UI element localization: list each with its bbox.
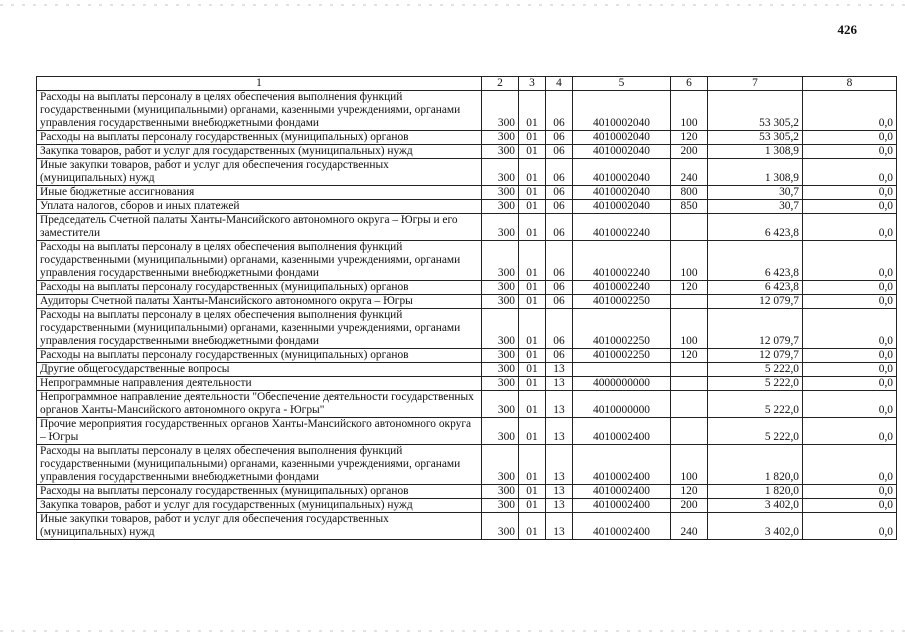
- cell-name: Непрограммные направления деятельности: [37, 377, 482, 391]
- cell-subsection: 13: [546, 499, 573, 513]
- cell-subsection: 13: [546, 485, 573, 499]
- cell-amount-col8: 0,0: [803, 513, 897, 540]
- cell-subsection: 13: [546, 445, 573, 485]
- cell-admin-code: 300: [482, 241, 519, 281]
- cell-expense-type: [671, 391, 708, 418]
- cell-amount: 30,7: [708, 200, 803, 214]
- budget-table: [36, 76, 897, 540]
- cell-amount: 5 222,0: [708, 377, 803, 391]
- scan-noise-bottom: [0, 630, 905, 632]
- cell-section: 01: [519, 309, 546, 349]
- cell-section: 01: [519, 186, 546, 200]
- cell-subsection: 13: [546, 391, 573, 418]
- cell-expense-type: 120: [671, 485, 708, 499]
- cell-section: 01: [519, 145, 546, 159]
- cell-amount-col8: 0,0: [803, 391, 897, 418]
- cell-amount-col8: 0,0: [803, 214, 897, 241]
- cell-target-article: 4010002250: [573, 309, 671, 349]
- cell-admin-code: 300: [482, 295, 519, 309]
- cell-name: Другие общегосударственные вопросы: [37, 363, 482, 377]
- cell-admin-code: 300: [482, 377, 519, 391]
- column-header-6: 6: [671, 77, 708, 91]
- cell-name: Закупка товаров, работ и услуг для государственных (муниципальных) нужд: [37, 499, 482, 513]
- cell-subsection: 13: [546, 418, 573, 445]
- cell-expense-type: 240: [671, 513, 708, 540]
- cell-amount: 1 820,0: [708, 445, 803, 485]
- cell-section: 01: [519, 91, 546, 131]
- table-row: [37, 363, 897, 377]
- cell-name: Расходы на выплаты персоналу государственных (муниципальных) органов: [37, 281, 482, 295]
- column-header-8: 8: [803, 77, 897, 91]
- table-row: [37, 377, 897, 391]
- cell-section: 01: [519, 499, 546, 513]
- column-header-7: 7: [708, 77, 803, 91]
- cell-amount: 5 222,0: [708, 391, 803, 418]
- cell-amount: 12 079,7: [708, 309, 803, 349]
- cell-section: 01: [519, 200, 546, 214]
- cell-amount-col8: 0,0: [803, 200, 897, 214]
- cell-admin-code: 300: [482, 418, 519, 445]
- cell-expense-type: [671, 295, 708, 309]
- header-row: [37, 77, 897, 91]
- cell-section: 01: [519, 159, 546, 186]
- cell-subsection: 06: [546, 145, 573, 159]
- cell-amount: 3 402,0: [708, 513, 803, 540]
- cell-subsection: 06: [546, 295, 573, 309]
- cell-subsection: 06: [546, 131, 573, 145]
- table-body: [37, 91, 897, 540]
- cell-subsection: 06: [546, 159, 573, 186]
- cell-section: 01: [519, 349, 546, 363]
- cell-amount: 1 308,9: [708, 159, 803, 186]
- cell-expense-type: 100: [671, 241, 708, 281]
- cell-amount: 12 079,7: [708, 349, 803, 363]
- cell-amount: 6 423,8: [708, 214, 803, 241]
- cell-name: Иные закупки товаров, работ и услуг для обеспечения государственных (муниципальных) нужд: [37, 159, 482, 186]
- cell-target-article: 4010002400: [573, 513, 671, 540]
- cell-expense-type: 850: [671, 200, 708, 214]
- cell-target-article: 4000000000: [573, 377, 671, 391]
- column-header-4: 4: [546, 77, 573, 91]
- cell-subsection: 06: [546, 214, 573, 241]
- cell-name: Расходы на выплаты персоналу государственных (муниципальных) органов: [37, 131, 482, 145]
- cell-admin-code: 300: [482, 91, 519, 131]
- cell-admin-code: 300: [482, 200, 519, 214]
- cell-amount-col8: 0,0: [803, 309, 897, 349]
- cell-target-article: 4010002040: [573, 91, 671, 131]
- table-row: [37, 309, 897, 349]
- cell-section: 01: [519, 295, 546, 309]
- cell-admin-code: 300: [482, 499, 519, 513]
- cell-section: 01: [519, 281, 546, 295]
- cell-section: 01: [519, 513, 546, 540]
- cell-section: 01: [519, 131, 546, 145]
- table-row: [37, 145, 897, 159]
- cell-amount-col8: 0,0: [803, 418, 897, 445]
- table-row: [37, 159, 897, 186]
- cell-name: Аудиторы Счетной палаты Ханты-Мансийского автономного округа – Югры: [37, 295, 482, 309]
- cell-amount: 6 423,8: [708, 281, 803, 295]
- cell-admin-code: 300: [482, 485, 519, 499]
- scan-noise-top: [0, 4, 905, 6]
- cell-subsection: 06: [546, 349, 573, 363]
- table-row: [37, 349, 897, 363]
- cell-target-article: 4010002040: [573, 159, 671, 186]
- cell-section: 01: [519, 363, 546, 377]
- cell-target-article: 4010002040: [573, 186, 671, 200]
- cell-name: Расходы на выплаты персоналу в целях обеспечения выполнения функций государственными (муниципальными) органами, казенными учреждениями, органами управления государственными внебюджетными фондами: [37, 445, 482, 485]
- cell-expense-type: 120: [671, 281, 708, 295]
- table-row: [37, 445, 897, 485]
- table-header: [37, 77, 897, 91]
- cell-amount: 5 222,0: [708, 363, 803, 377]
- cell-name: Расходы на выплаты персоналу в целях обеспечения выполнения функций государственными (муниципальными) органами, казенными учреждениями, органами управления государственными внебюджетными фондами: [37, 241, 482, 281]
- cell-section: 01: [519, 241, 546, 281]
- cell-admin-code: 300: [482, 363, 519, 377]
- cell-expense-type: 120: [671, 349, 708, 363]
- table-row: [37, 418, 897, 445]
- cell-subsection: 06: [546, 200, 573, 214]
- cell-amount-col8: 0,0: [803, 499, 897, 513]
- cell-admin-code: 300: [482, 513, 519, 540]
- cell-target-article: 4010002040: [573, 145, 671, 159]
- cell-amount-col8: 0,0: [803, 241, 897, 281]
- cell-target-article: 4010002400: [573, 445, 671, 485]
- cell-subsection: 13: [546, 363, 573, 377]
- cell-name: Непрограммное направление деятельности "Обеспечение деятельности государственных органов Ханты-Мансийского автономного округа - Югры": [37, 391, 482, 418]
- cell-admin-code: 300: [482, 214, 519, 241]
- table-row: [37, 485, 897, 499]
- table-row: [37, 391, 897, 418]
- cell-target-article: 4010002040: [573, 131, 671, 145]
- cell-subsection: 13: [546, 513, 573, 540]
- cell-amount: 12 079,7: [708, 295, 803, 309]
- cell-target-article: 4010000000: [573, 391, 671, 418]
- cell-expense-type: 100: [671, 91, 708, 131]
- cell-name: Уплата налогов, сборов и иных платежей: [37, 200, 482, 214]
- cell-amount-col8: 0,0: [803, 186, 897, 200]
- cell-name: Председатель Счетной палаты Ханты-Мансийского автономного округа – Югры и его заместители: [37, 214, 482, 241]
- cell-target-article: 4010002400: [573, 418, 671, 445]
- table-row: [37, 131, 897, 145]
- cell-subsection: 13: [546, 377, 573, 391]
- cell-admin-code: 300: [482, 159, 519, 186]
- cell-admin-code: 300: [482, 145, 519, 159]
- cell-subsection: 06: [546, 91, 573, 131]
- cell-amount-col8: 0,0: [803, 485, 897, 499]
- cell-expense-type: [671, 363, 708, 377]
- column-header-3: 3: [519, 77, 546, 91]
- table-row: [37, 186, 897, 200]
- cell-target-article: 4010002040: [573, 200, 671, 214]
- cell-section: 01: [519, 445, 546, 485]
- cell-target-article: [573, 363, 671, 377]
- table-row: [37, 214, 897, 241]
- page-number: 426: [837, 22, 857, 37]
- cell-target-article: 4010002240: [573, 241, 671, 281]
- cell-amount: 53 305,2: [708, 131, 803, 145]
- cell-section: 01: [519, 418, 546, 445]
- cell-name: Расходы на выплаты персоналу в целях обеспечения выполнения функций государственными (муниципальными) органами, казенными учреждениями, органами управления государственными внебюджетными фондами: [37, 309, 482, 349]
- cell-name: Иные бюджетные ассигнования: [37, 186, 482, 200]
- table-row: [37, 241, 897, 281]
- cell-admin-code: 300: [482, 445, 519, 485]
- cell-amount: 1 820,0: [708, 485, 803, 499]
- cell-section: 01: [519, 377, 546, 391]
- cell-expense-type: 100: [671, 445, 708, 485]
- cell-name: Расходы на выплаты персоналу в целях обеспечения выполнения функций государственными (муниципальными) органами, казенными учреждениями, органами управления государственными внебюджетными фондами: [37, 91, 482, 131]
- cell-amount: 3 402,0: [708, 499, 803, 513]
- cell-expense-type: 200: [671, 145, 708, 159]
- cell-target-article: 4010002250: [573, 295, 671, 309]
- cell-admin-code: 300: [482, 281, 519, 295]
- cell-target-article: 4010002240: [573, 281, 671, 295]
- cell-expense-type: 800: [671, 186, 708, 200]
- cell-amount-col8: 0,0: [803, 349, 897, 363]
- table-row: [37, 513, 897, 540]
- cell-amount: 6 423,8: [708, 241, 803, 281]
- cell-expense-type: 200: [671, 499, 708, 513]
- cell-subsection: 06: [546, 281, 573, 295]
- cell-expense-type: 120: [671, 131, 708, 145]
- cell-target-article: 4010002400: [573, 499, 671, 513]
- table-row: [37, 91, 897, 131]
- cell-expense-type: [671, 418, 708, 445]
- table-row: [37, 281, 897, 295]
- cell-admin-code: 300: [482, 186, 519, 200]
- cell-name: Закупка товаров, работ и услуг для государственных (муниципальных) нужд: [37, 145, 482, 159]
- column-header-1: 1: [37, 77, 482, 91]
- cell-target-article: 4010002240: [573, 214, 671, 241]
- cell-target-article: 4010002400: [573, 485, 671, 499]
- cell-name: Расходы на выплаты персоналу государственных (муниципальных) органов: [37, 349, 482, 363]
- cell-section: 01: [519, 391, 546, 418]
- cell-amount-col8: 0,0: [803, 445, 897, 485]
- cell-expense-type: [671, 377, 708, 391]
- cell-amount-col8: 0,0: [803, 295, 897, 309]
- cell-amount-col8: 0,0: [803, 281, 897, 295]
- cell-amount-col8: 0,0: [803, 145, 897, 159]
- cell-amount-col8: 0,0: [803, 91, 897, 131]
- cell-amount: 5 222,0: [708, 418, 803, 445]
- cell-section: 01: [519, 214, 546, 241]
- table-row: [37, 499, 897, 513]
- cell-amount-col8: 0,0: [803, 363, 897, 377]
- cell-name: Расходы на выплаты персоналу государственных (муниципальных) органов: [37, 485, 482, 499]
- cell-amount: 53 305,2: [708, 91, 803, 131]
- cell-amount-col8: 0,0: [803, 159, 897, 186]
- cell-amount: 30,7: [708, 186, 803, 200]
- cell-name: Иные закупки товаров, работ и услуг для обеспечения государственных (муниципальных) нужд: [37, 513, 482, 540]
- cell-name: Прочие мероприятия государственных органов Ханты-Мансийского автономного округа – Югры: [37, 418, 482, 445]
- column-header-5: 5: [573, 77, 671, 91]
- column-header-2: 2: [482, 77, 519, 91]
- table-row: [37, 200, 897, 214]
- cell-expense-type: 240: [671, 159, 708, 186]
- cell-amount: 1 308,9: [708, 145, 803, 159]
- cell-expense-type: [671, 214, 708, 241]
- cell-expense-type: 100: [671, 309, 708, 349]
- cell-target-article: 4010002250: [573, 349, 671, 363]
- cell-admin-code: 300: [482, 131, 519, 145]
- cell-admin-code: 300: [482, 349, 519, 363]
- cell-subsection: 06: [546, 186, 573, 200]
- cell-subsection: 06: [546, 309, 573, 349]
- cell-admin-code: 300: [482, 391, 519, 418]
- table-row: [37, 295, 897, 309]
- cell-admin-code: 300: [482, 309, 519, 349]
- cell-section: 01: [519, 485, 546, 499]
- cell-amount-col8: 0,0: [803, 377, 897, 391]
- cell-amount-col8: 0,0: [803, 131, 897, 145]
- cell-subsection: 06: [546, 241, 573, 281]
